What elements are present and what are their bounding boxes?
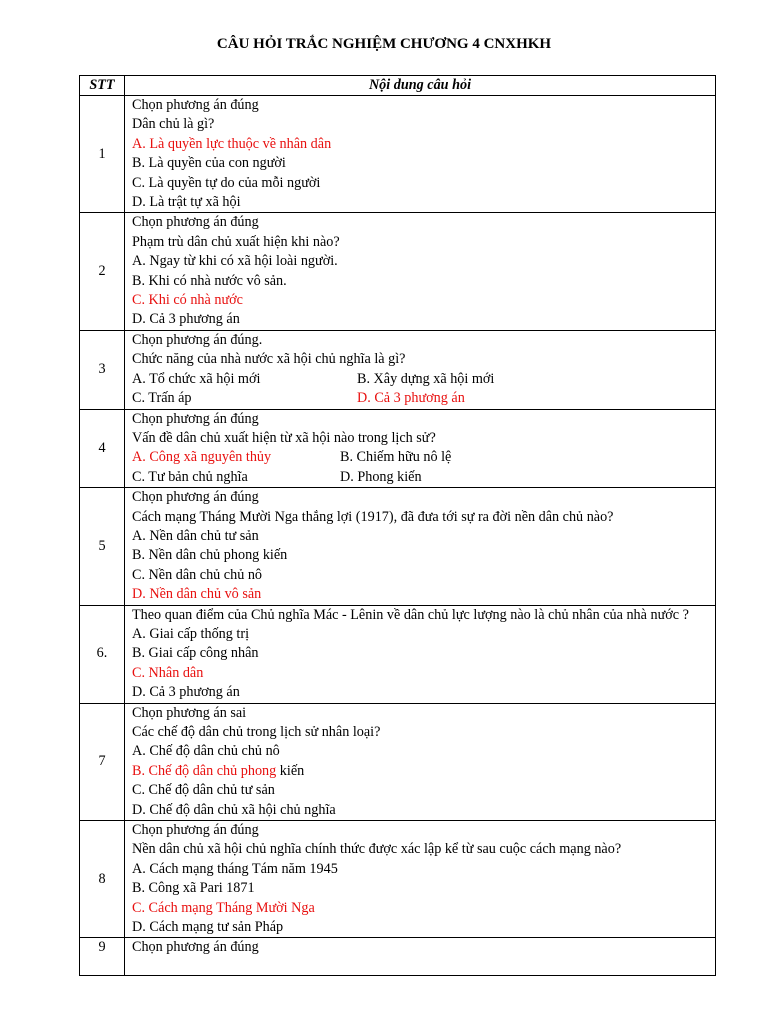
answer-option: B. Chiếm hữu nô lệ	[340, 449, 452, 466]
question-content	[125, 488, 716, 605]
answer-option-correct: D. Cả 3 phương án	[357, 390, 465, 407]
answer-option-correct: D. Nền dân chủ vô sản	[132, 586, 262, 603]
answer-option: B. Công xã Pari 1871	[132, 880, 255, 897]
answer-option-rest: kiến	[276, 762, 305, 779]
answer-option: A. Cách mạng tháng Tám năm 1945	[132, 860, 338, 877]
answer-option: B. Nền dân chủ phong kiến	[132, 547, 288, 564]
question-number: 8	[80, 821, 125, 938]
question-text: Các chế độ dân chủ trong lịch sử nhân loại?	[132, 724, 381, 740]
answer-option-correct: A. Công xã nguyên thủy	[132, 449, 272, 466]
answer-option: B. Xây dựng xã hội mới	[357, 370, 495, 387]
question-instruction: Chọn phương án đúng	[132, 97, 259, 113]
question-instruction: Chọn phương án đúng	[132, 410, 259, 427]
question-content	[125, 938, 716, 976]
answer-option: C. Tư bản chủ nghĩa	[132, 468, 248, 485]
table-row	[80, 821, 716, 938]
answer-option: A. Ngay từ khi có xã hội loài người.	[132, 253, 338, 270]
question-number: 6.	[80, 605, 125, 703]
question-number: 7	[80, 703, 125, 820]
answer-option: C. Trấn áp	[132, 390, 192, 407]
answer-option-correct: A. Là quyền lực thuộc về nhân dân	[132, 135, 332, 152]
table-row	[80, 96, 716, 213]
question-instruction: Chọn phương án đúng	[132, 214, 259, 231]
answer-option-correct: C. Cách mạng Tháng Mười Nga	[132, 899, 315, 916]
answer-option: A. Giai cấp thống trị	[132, 625, 250, 642]
answer-option: D. Phong kiến	[340, 468, 422, 485]
question-number: 3	[80, 330, 125, 409]
question-content	[125, 213, 716, 330]
page-title: CÂU HỎI TRẮC NGHIỆM CHƯƠNG 4 CNXHKH	[216, 36, 552, 52]
answer-option-correct	[132, 762, 711, 781]
question-text: Phạm trù dân chủ xuất hiện khi nào?	[132, 233, 340, 250]
answer-row	[132, 370, 711, 389]
table-row	[80, 330, 716, 409]
question-instruction: Chọn phương án đúng	[132, 939, 259, 956]
question-content	[125, 605, 716, 703]
answer-option: D. Cách mạng tư sản Pháp	[132, 919, 284, 936]
question-content	[125, 703, 716, 820]
question-instruction: Chọn phương án đúng	[132, 822, 259, 839]
column-header-stt: STT	[80, 76, 125, 96]
question-text: Nền dân chủ xã hội chủ nghĩa chính thức được xác lập kể từ sau cuộc cách mạng nào?	[132, 841, 622, 858]
column-header-content: Nội dung câu hỏi	[125, 76, 716, 96]
table-row	[80, 938, 716, 976]
answer-row	[132, 389, 711, 408]
question-text: Chức năng của nhà nước xã hội chủ nghĩa là gì?	[132, 351, 406, 368]
question-instruction: Chọn phương án sai	[132, 704, 247, 721]
answer-option: B. Giai cấp công nhân	[132, 645, 259, 662]
table-row	[80, 488, 716, 605]
question-text: Dân chủ là gì?	[132, 116, 215, 133]
table-row	[80, 605, 716, 703]
answer-option: B. Khi có nhà nước vô sản.	[132, 272, 287, 289]
answer-option: C. Chế độ dân chủ tư sản	[132, 782, 275, 799]
question-number: 5	[80, 488, 125, 605]
question-instruction: Chọn phương án đúng	[132, 489, 259, 506]
answer-option: D. Cả 3 phương án	[132, 684, 240, 701]
question-content	[125, 821, 716, 938]
question-content	[125, 330, 716, 409]
answer-option: A. Nền dân chủ tư sản	[132, 527, 259, 544]
answer-option: A. Tổ chức xã hội mới	[132, 370, 261, 387]
answer-option-red-part: B. Chế độ dân chủ phong	[132, 762, 277, 779]
answer-row	[132, 448, 711, 467]
answer-option-correct: C. Nhân dân	[132, 664, 204, 681]
question-number: 9	[80, 938, 125, 976]
table-row	[80, 703, 716, 820]
question-number: 2	[80, 213, 125, 330]
question-text: Cách mạng Tháng Mười Nga thắng lợi (1917), đã đưa tới sự ra đời nền dân chủ nào?	[132, 508, 614, 525]
answer-row	[132, 468, 711, 487]
answer-option-correct: C. Khi có nhà nước	[132, 292, 243, 309]
question-text: Theo quan điểm của Chủ nghĩa Mác - Lênin về dân chủ lực lượng nào là chủ nhân của nhà nước ?	[132, 606, 689, 623]
question-number: 1	[80, 96, 125, 213]
answer-option: C. Nền dân chủ chủ nô	[132, 566, 263, 583]
table-row	[80, 409, 716, 488]
question-text: Vấn đề dân chủ xuất hiện từ xã hội nào trong lịch sử?	[132, 429, 436, 446]
question-content	[125, 409, 716, 488]
answer-option: A. Chế độ dân chủ chủ nô	[132, 743, 280, 760]
question-table	[79, 75, 716, 976]
question-content	[125, 96, 716, 213]
answer-option: D. Là trật tự xã hội	[132, 194, 241, 211]
answer-option: D. Chế độ dân chủ xã hội chủ nghĩa	[132, 801, 336, 818]
answer-option: C. Là quyền tự do của mỗi người	[132, 174, 321, 191]
answer-option: B. Là quyền của con người	[132, 155, 286, 172]
table-header-row	[80, 76, 716, 96]
table-row	[80, 213, 716, 330]
question-instruction: Chọn phương án đúng.	[132, 331, 263, 348]
answer-option: D. Cả 3 phương án	[132, 311, 240, 328]
question-number: 4	[80, 409, 125, 488]
